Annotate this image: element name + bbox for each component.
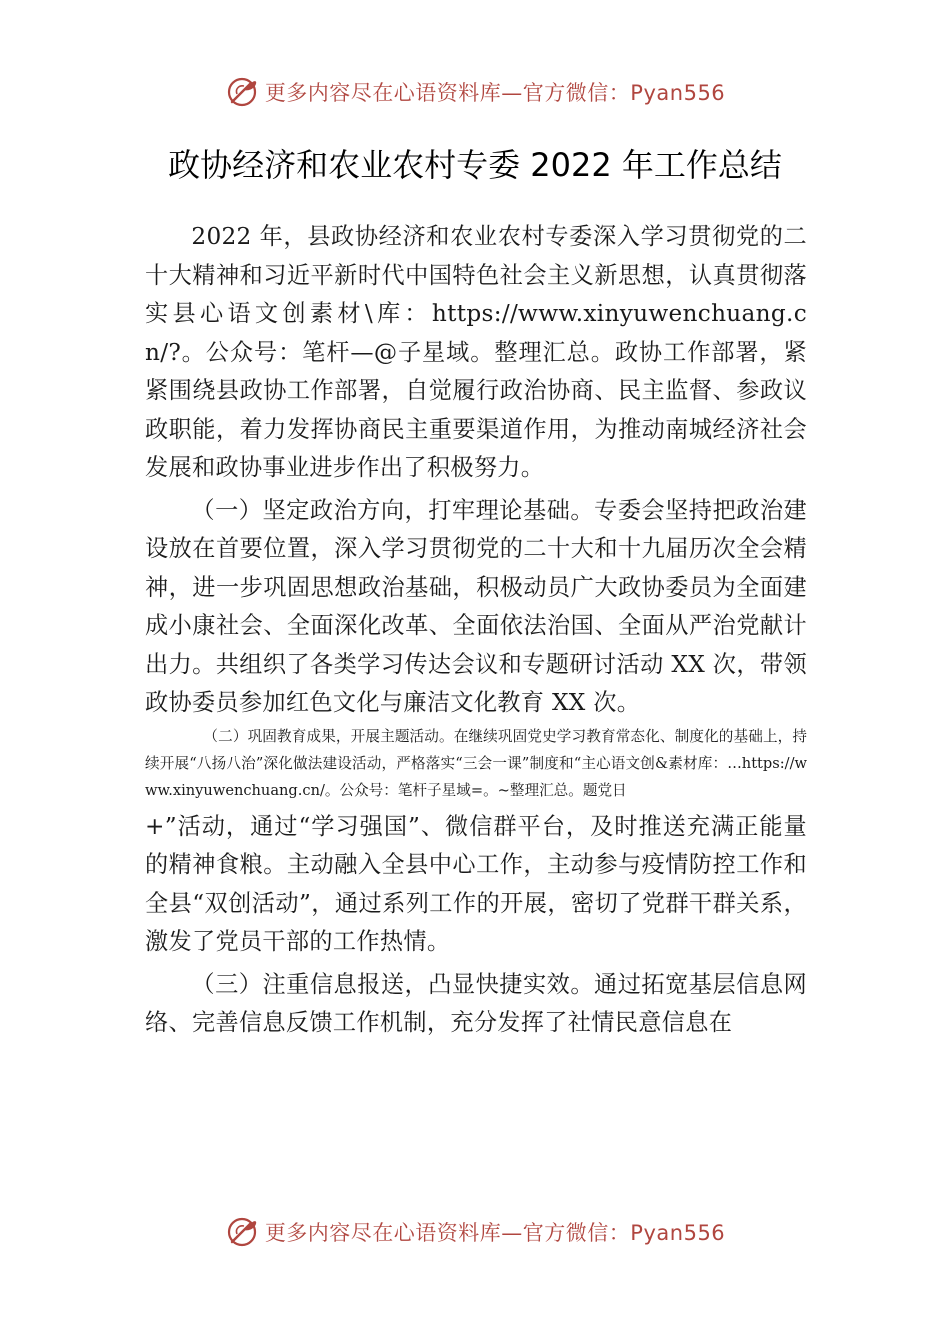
footer-watermark-banner (0, 1210, 950, 1254)
banner-text: 更多内容尽在心语资料库—官方微信：Pyan556 (264, 81, 726, 105)
document-title: 政协经济和农业农村专委 2022 年工作总结 (168, 146, 782, 184)
paragraph-section-1: （一）坚定政治方向，打牢理论基础。专委会坚持把政治建设放在首要位置，深入学习贯彻党的二十大和十九届历次全会精神，进一步巩固思想政治基础，积极动员广大政协委员为全面建成小康社会、全面深化改革、全面依法治国、全面从严治党献计出力。共组织了各类学习传达会议和专题研讨活动 XX 次，带领政协委员参加红色文化与廉洁文化教育 XX 次。 (145, 496, 807, 716)
document-body (145, 218, 807, 1043)
paragraph-intro: 2022 年，县政协经济和农业农村专委深入学习贯彻党的二十大精神和习近平新时代中国特色社会主义新思想，认真贯彻落实县心语文创素材\库：https://www.xinyuwenchuang.cn/?。公众号：笔杆—@子星域。整理汇总。政协工作部署，紧紧围绕县政协工作部署，自觉履行政治协商、民主监督、参政议政职能，着力发挥协商民主重要渠道作用，为推动南城经济社会发展和政协事业进步作出了积极努力。 (145, 223, 807, 481)
header-watermark-banner (0, 70, 950, 114)
banner-text: 更多内容尽在心语资料库—官方微信：Pyan556 (264, 1221, 726, 1245)
paragraph-section-2-inserted: （二）巩固教育成果，开展主题活动。在继续巩固党史学习教育常态化、制度化的基础上，持续开展“八扬八治”深化做法建设活动，严格落实“三会一课”制度和“主心语文创&素材库：…https://www.xinyuwenchuang.cn/。公众号：笔杆子星域=。~整理汇总。题党日 (145, 727, 807, 799)
quill-pen-icon (225, 75, 259, 109)
quill-pen-icon (225, 1215, 259, 1249)
paragraph-section-3: （三）注重信息报送，凸显快捷实效。通过拓宽基层信息网络、完善信息反馈工作机制，充分发挥了社情民意信息在 (145, 970, 807, 1036)
paragraph-section-2-continued: +”活动，通过“学习强国”、微信群平台，及时推送充满正能量的精神食粮。主动融入全县中心工作，主动参与疫情防控工作和全县“双创活动”，通过系列工作的开展，密切了党群干群关系，激发了党员干部的工作热情。 (145, 812, 807, 955)
